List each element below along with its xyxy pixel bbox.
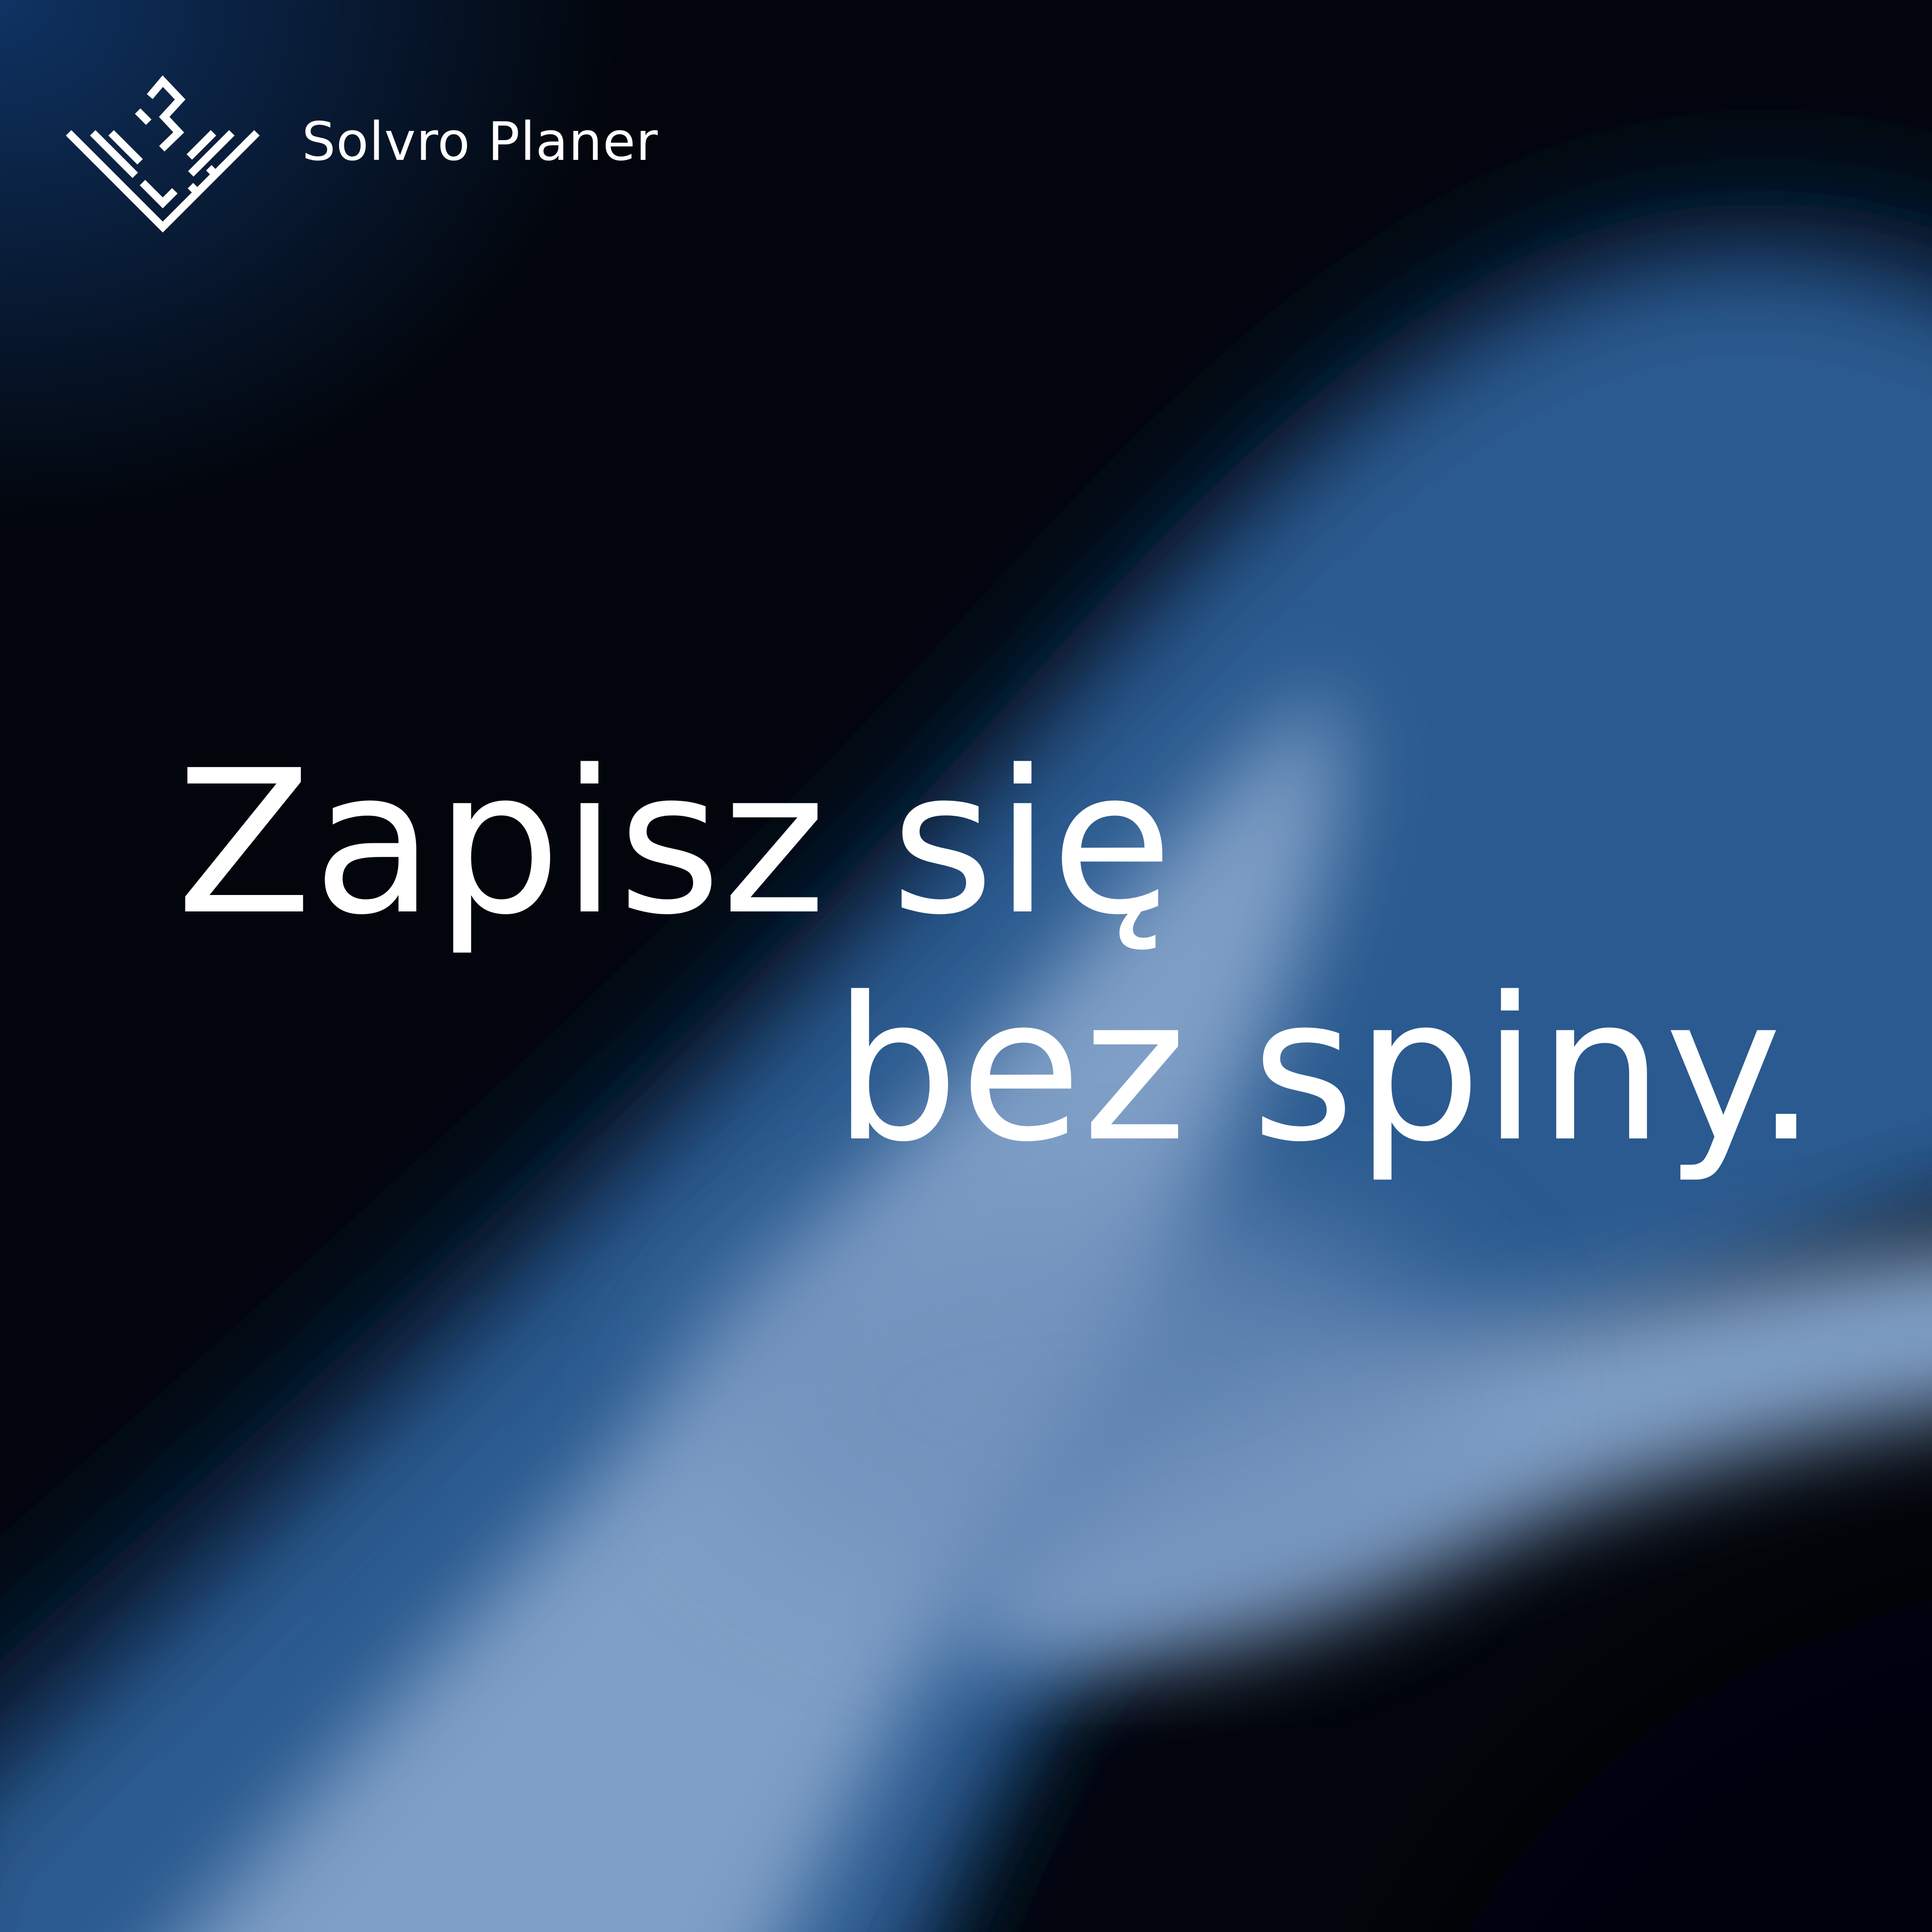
headline-line-2: bez spiny. [833,971,1818,1169]
headline-line-1: Zapisz się [176,744,1174,942]
brand-name: Solvro Planer [302,115,658,168]
